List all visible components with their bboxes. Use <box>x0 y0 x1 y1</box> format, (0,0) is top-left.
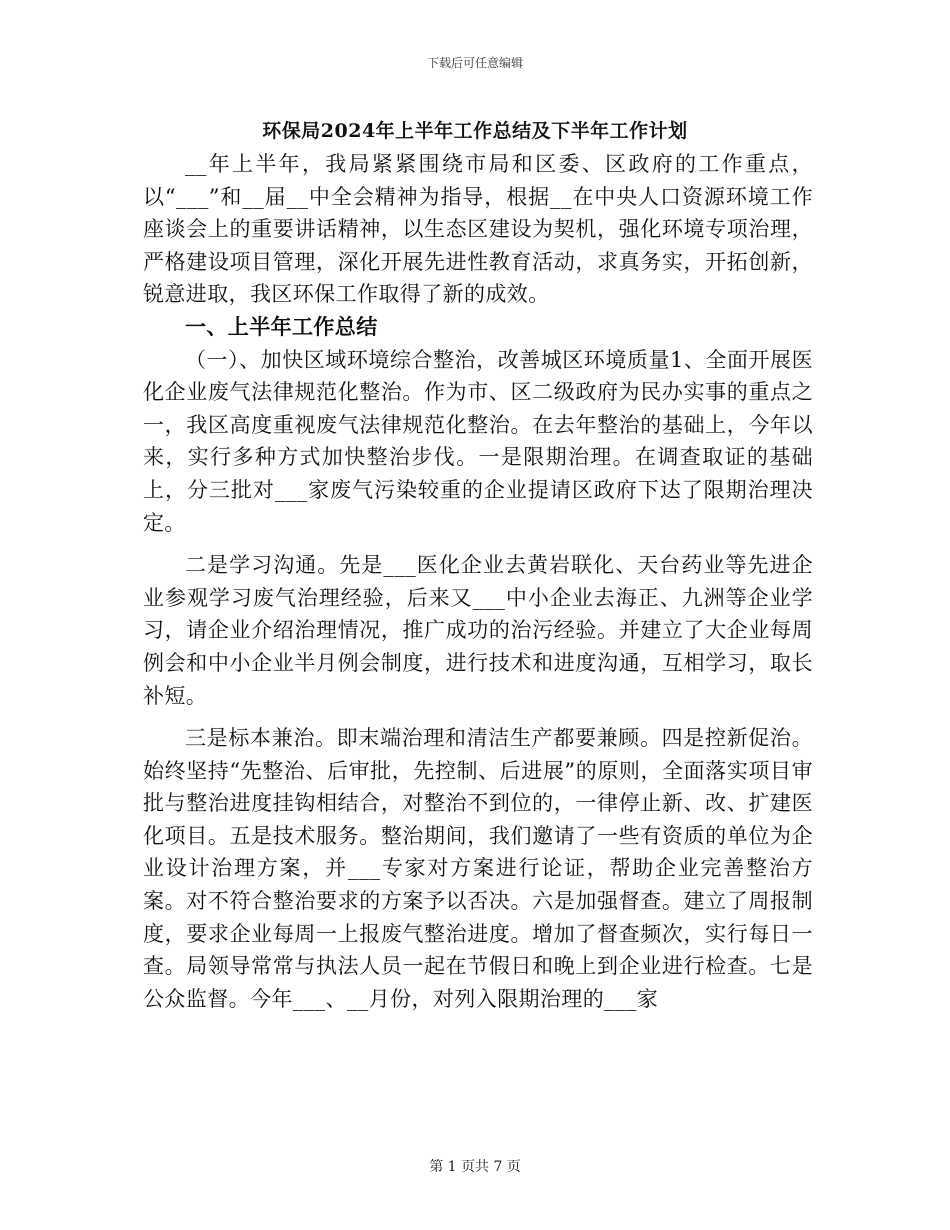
section-heading: 一、上半年工作总结 <box>185 314 378 339</box>
document-body <box>143 148 813 1015</box>
page-footer: 第 1 页共 7 页 <box>429 1159 521 1175</box>
body-paragraph-3: 三是标本兼治。即末端治理和清洁生产都要兼顾。四是控新促治。始终坚持“先整治、后审批，先控制、后进展”的原则，全面落实项目审批与整治进度挂钩相结合，对整治不到位的，一律停止新、改、扩建医化项目。五是技术服务。整治期间，我们邀请了一些有资质的单位为企业设计治理方案，并___专家对方案进行论证，帮助企业完善整治方案。对不符合整治要求的方案予以否决。六是加强督查。建立了周报制度，要求企业每周一上报废气整治进度。增加了督查频次，实行每日一查。局领导常常与执法人员一起在节假日和晚上到企业进行检查。七是公众监督。今年___、__月份，对列入限期治理的___家 <box>143 726 813 1011</box>
intro-paragraph: __年上半年，我局紧紧围绕市局和区委、区政府的工作重点，以“___”和__届__中全会精神为指导，根据__在中央人口资源环境工作座谈会上的重要讲话精神，以生态区建设为契机，强化环境专项治理，严格建设项目管理，深化开展先进性教育活动，求真务实，开拓创新，锐意进取，我区环保工作取得了新的成效。 <box>143 152 813 307</box>
header-note: 下载后可任意编辑 <box>426 56 523 70</box>
body-paragraph-2: 二是学习沟通。先是___医化企业去黄岩联化、天台药业等先进企业参观学习废气治理经验，后来又___中小企业去海正、九洲等企业学习，请企业介绍治理情况，推广成功的治污经验。并建立了大企业每周例会和中小企业半月例会制度，进行技术和进度沟通，互相学习，取长补短。 <box>143 553 813 708</box>
document-title: 环保局2024年上半年工作总结及下半年工作计划 <box>262 120 688 142</box>
body-paragraph-1: （一）、加快区域环境综合整治，改善城区环境质量1、全面开展医化企业废气法律规范化整治。作为市、区二级政府为民办实事的重点之一，我区高度重视废气法律规范化整治。在去年整治的基础上，今年以来，实行多种方式加快整治步伐。一是限期治理。在调查取证的基础上，分三批对___家废气污染较重的企业提请区政府下达了限期治理决定。 <box>143 347 813 535</box>
